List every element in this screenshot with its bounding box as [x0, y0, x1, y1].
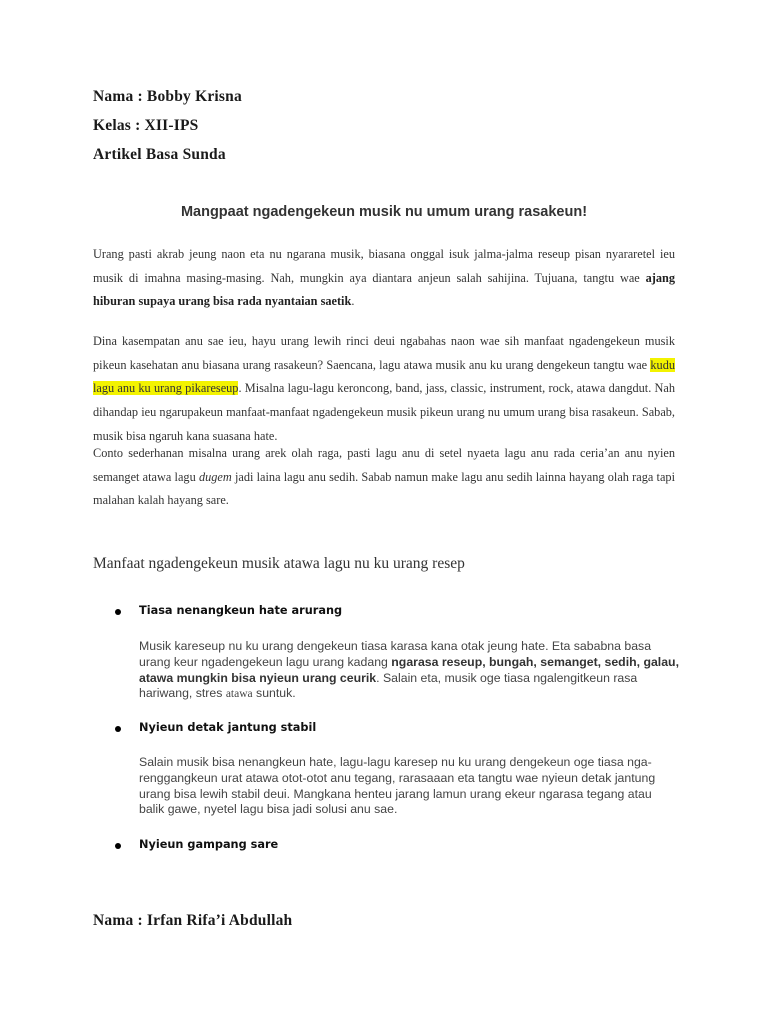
bullet-icon: [115, 843, 121, 849]
student-class: Kelas : XII-IPS: [93, 117, 199, 134]
paragraph-example-italic: dugem: [198, 469, 232, 484]
paragraph-intro-end: .: [351, 294, 355, 309]
bullet-label-3: Nyieun gampang sare: [139, 838, 279, 851]
article-title: Mangpaat ngadengekeun musik nu umum urang rasakeun!: [180, 204, 588, 220]
bullet-label-2: Nyieun detak jantung stabil: [139, 721, 317, 734]
paragraph-intro: [93, 243, 675, 314]
paragraph-example: [93, 442, 675, 513]
bullet-body-1-text-a: Musik kareseup nu ku urang dengekeun tiasa karasa kana otak jeung hate. Eta sababna basa urang keur ngadengekeun lagu urang kadang: [139, 639, 652, 669]
benefits-heading: Manfaat ngadengekeun musik atawa lagu nu ku urang resep: [93, 555, 465, 572]
paragraph-intro-text: Urang pasti akrab jeung naon eta nu ngarana musik, biasana onggal isuk jalma-jalma reseup pisan nyararetel ieu musik di imahna masing-masing. Nah, mungkin aya diantara anjeun salah sahijina. Tujuana, tangtu wae: [93, 247, 675, 285]
bullet-body-1-text-c: suntuk.: [252, 686, 296, 701]
bullet-body-1-small: atawa: [225, 688, 253, 701]
bullet-icon: [115, 609, 121, 615]
bullet-body-1-text-b: . Salain eta, musik oge tiasa ngalengitkeun rasa hariwang, stres: [139, 670, 638, 701]
paragraph-example-text-a: Conto sederhanan misalna urang arek olah raga, pasti lagu anu di setel nyaeta lagu anu rada ceria’an anu nyien semanget atawa lagu: [93, 446, 675, 484]
bullet-body-1: [139, 639, 679, 703]
bullet-icon: [115, 726, 121, 732]
bullet-body-1-bold: ngarasa reseup, bungah, semanget, sedih, galau, atawa mungkin bisa nyieun urang ceurik: [139, 654, 679, 685]
footer-student-name: Nama : Irfan Rifa’i Abdullah: [93, 912, 293, 929]
paragraph-opportunity-text-a: Dina kasempatan anu sae ieu, hayu urang lewih rinci deui ngabahas naon wae sih manfaat ngadengekeun musik pikeun kasehatan anu biasana urang rasakeun? Saencana, lagu atawa musik anu ku urang dengekeun tangtu wae: [93, 334, 675, 372]
paragraph-opportunity-text-b: . Misalna lagu-lagu keroncong, band, jass, classic, instrument, rock, atawa dangdut. Nah dihandap ieu ngarupakeun manfaat-manfaat ngadengekeun musik pikeun urang nu umum urang bisa rasakeun. Sabab, musik bisa ngaruh kana suasana hate.: [93, 381, 675, 443]
highlighted-text: kudu lagu anu ku urang pikareseup: [93, 357, 675, 396]
bullet-body-2: Salain musik bisa nenangkeun hate, lagu-lagu karesep nu ku urang dengekeun oge tiasa nga-renggangkeun urat atawa otot-otot anu tegang, rarasaaan eta tangtu wae nyieun detak jantung urang bisa lewih stabil deui. Mangkana henteu jarang lamun urang ekeur ngarasa tegang atau balik gawe, nyetel lagu bisa jadi solusi anu sae.: [139, 755, 656, 817]
article-subject: Artikel Basa Sunda: [93, 146, 226, 163]
paragraph-example-text-b: jadi laina lagu anu sedih. Sabab namun make lagu anu sedih lainna hayang olah raga tapi malahan kalah hayang sare.: [93, 469, 675, 508]
paragraph-opportunity: [93, 330, 675, 449]
student-name: Nama : Bobby Krisna: [93, 88, 242, 105]
bullet-label-1: Tiasa nenangkeun hate arurang: [139, 604, 343, 617]
paragraph-intro-bold: ajang hiburan supaya urang bisa rada nyantaian saetik: [93, 270, 675, 309]
